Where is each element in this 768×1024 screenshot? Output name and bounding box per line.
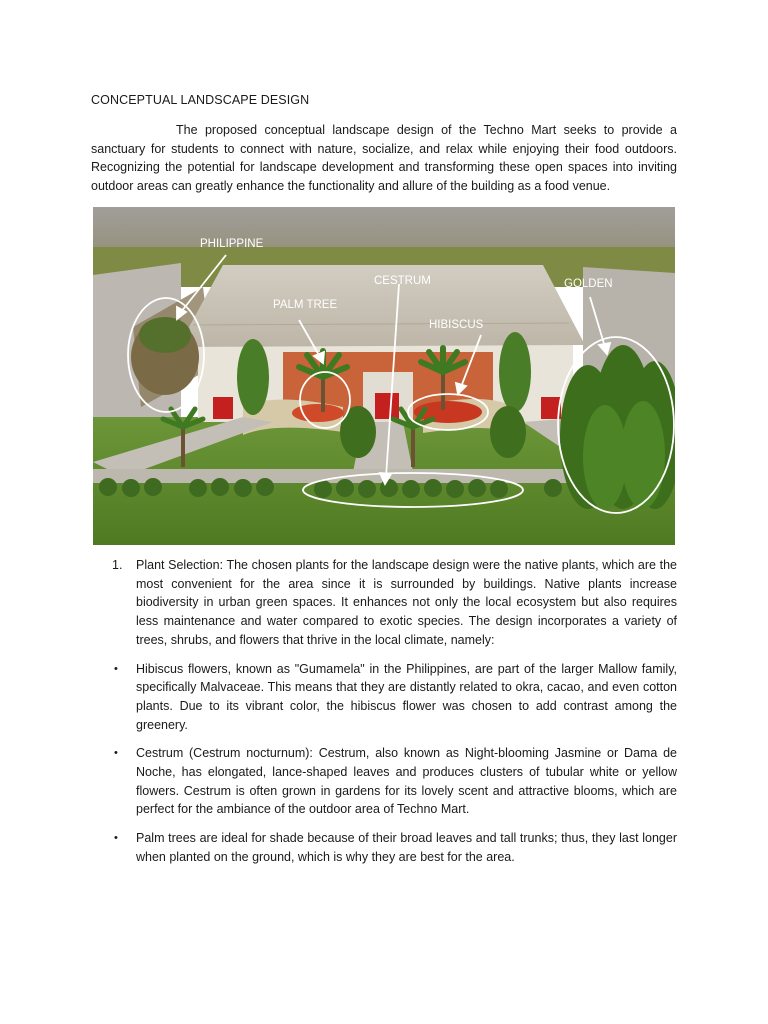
plant-selection-list bbox=[91, 556, 677, 877]
hibiscus-text: Hibiscus flowers, known as "Gumamela" in the Philippines, are part of the larger Mallow family, specifically Malvaceae. This means that they are distantly related to okra, cacao, and even cotton plants. Due to its vibrant color, the hibiscus flower was chosen to add contrast among the greenery. bbox=[136, 661, 677, 732]
plant-selection-text: Plant Selection: The chosen plants for the landscape design were the native plants, which are the most convenient for the area since it is surrounded by buildings. Native plants increase biodiversity in urban green spaces. It enhances not only the local ecosystem but also requires less maintenance and water compared to exotic species. The design incorporates a variety of trees, shrubs, and flowers that thrive in the local climate, namely: bbox=[136, 558, 677, 647]
label-cestrum: CESTRUM bbox=[374, 275, 431, 287]
bullet-icon: • bbox=[114, 662, 118, 675]
tree-right bbox=[499, 332, 531, 412]
bullet-icon: • bbox=[114, 747, 118, 760]
philippine-tree-foliage bbox=[139, 317, 191, 353]
tree-mid-right bbox=[490, 406, 526, 458]
list-item-plant-selection bbox=[91, 556, 677, 650]
bullet-icon: • bbox=[114, 832, 118, 845]
cestrum-text: Cestrum (Cestrum nocturnum): Cestrum, also known as Night-blooming Jasmine or Dama de Noche, has elongated, lance-shaped leaves and produces clusters of tubular white or yellow flowers. Cestrum is often grown in gardens for its lovely scent and attractive blooms, which are perfect for the ambiance of the outdoor area of Techno Mart. bbox=[136, 746, 677, 817]
list-item-hibiscus bbox=[91, 660, 677, 735]
label-palm-tree: PALM TREE bbox=[273, 299, 338, 311]
list-item-palm-trees bbox=[91, 829, 677, 866]
intro-paragraph: The proposed conceptual landscape design of the Techno Mart seeks to provide a sanctuary for students to connect with nature, socialize, and relax while enjoying their food outdoors. Recognizing the potential for landscape development and transforming these open spaces into inviting outdoor areas can greatly enhance the functionality and allure of the building as a food venue. bbox=[91, 123, 677, 193]
section-heading: CONCEPTUAL LANDSCAPE DESIGN bbox=[91, 93, 310, 107]
landscape-rendering bbox=[93, 207, 675, 545]
list-number: 1. bbox=[112, 558, 123, 572]
label-philippine: PHILIPPINE bbox=[200, 238, 264, 250]
door-left bbox=[213, 397, 233, 419]
label-hibiscus: HIBISCUS bbox=[429, 319, 484, 331]
palm-trees-text: Palm trees are ideal for shade because of their broad leaves and tall trunks; thus, they last longer when planted on the ground, which is why they are best for the area. bbox=[136, 831, 677, 864]
door-center bbox=[375, 393, 399, 419]
label-golden: GOLDEN bbox=[564, 278, 613, 290]
list-item-cestrum bbox=[91, 744, 677, 819]
tree-left bbox=[237, 339, 269, 415]
landscape-illustration bbox=[93, 207, 675, 545]
tree-mid-left bbox=[340, 406, 376, 458]
